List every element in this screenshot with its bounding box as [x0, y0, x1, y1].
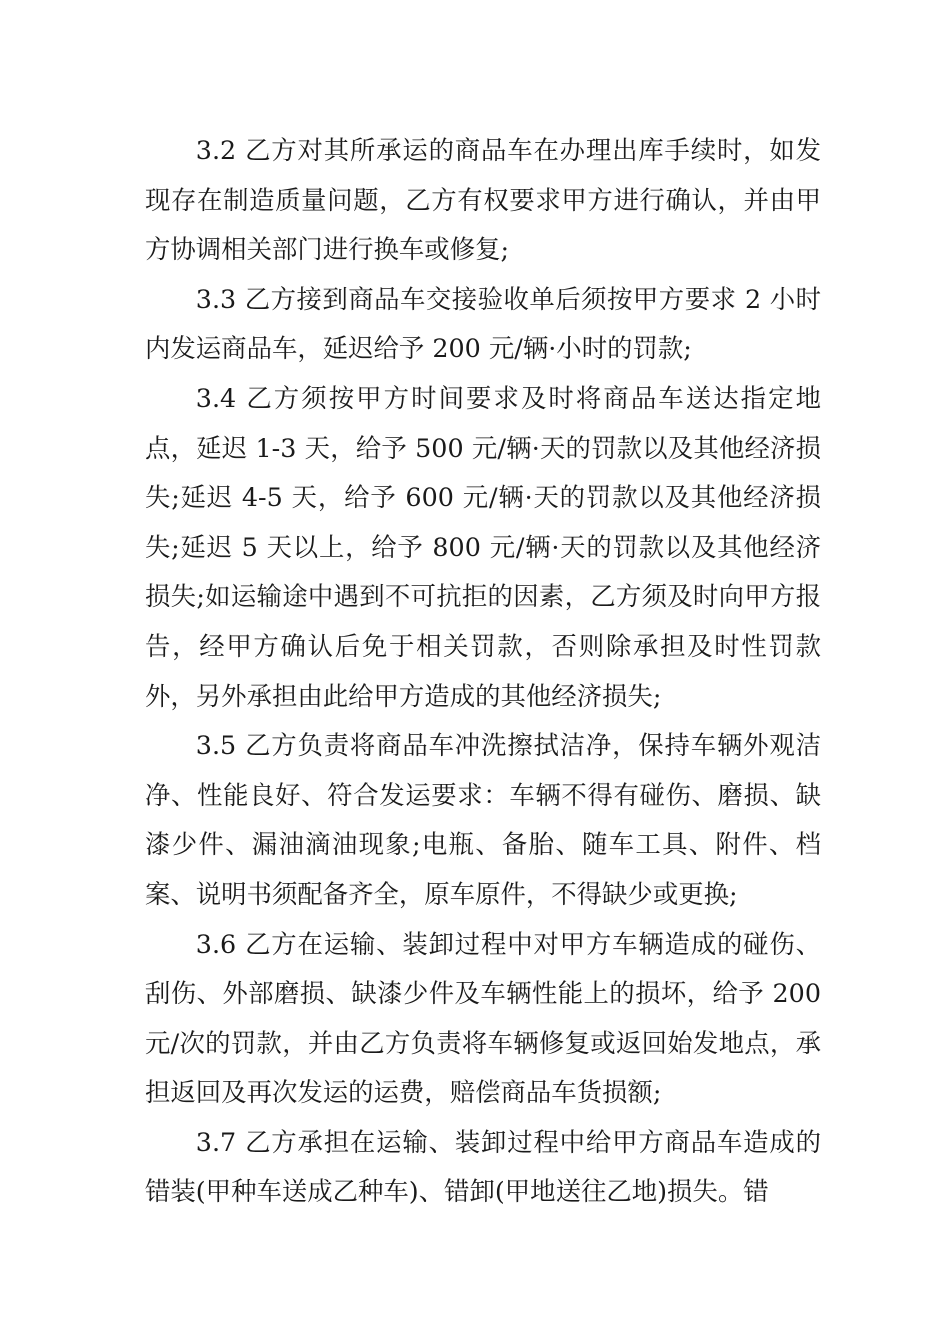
paragraph-3-5: 3.5 乙方负责将商品车冲洗擦拭洁净，保持车辆外观洁净、性能良好、符合发运要求：车辆不得有碰伤、磨损、缺漆少件、漏油滴油现象;电瓶、备胎、随车工具、附件、档案、说明书须配备齐全，原车原件，不得缺少或更换; [145, 730, 821, 909]
paragraph-3-2: 3.2 乙方对其所承运的商品车在办理出库手续时，如发现存在制造质量问题，乙方有权要求甲方进行确认，并由甲方协调相关部门进行换车或修复; [145, 135, 821, 265]
paragraph-3-3: 3.3 乙方接到商品车交接验收单后须按甲方要求 2 小时内发运商品车，延迟给予 200 元/辆·小时的罚款; [145, 283, 821, 364]
document-body [145, 126, 821, 1217]
paragraph-3-4: 3.4 乙方须按甲方时间要求及时将商品车送达指定地点，延迟 1-3 天，给予 500 元/辆·天的罚款以及其他经济损失;延迟 4-5 天，给予 600 元/辆·天的罚款以及其他经济损失;延迟 5 天以上，给予 800 元/辆·天的罚款以及其他经济损失;如运输途中遇到不可抗拒的因素，乙方须及时向甲方报告，经甲方确认后免于相关罚款，否则除承担及时性罚款外，另外承担由此给甲方造成的其他经济损失; [145, 382, 821, 711]
paragraph-3-7: 3.7 乙方承担在运输、装卸过程中给甲方商品车造成的错装(甲种车送成乙种车)、错卸(甲地送往乙地)损失。错 [145, 1126, 821, 1207]
paragraph-3-6: 3.6 乙方在运输、装卸过程中对甲方车辆造成的碰伤、刮伤、外部磨损、缺漆少件及车辆性能上的损坏，给予 200 元/次的罚款，并由乙方负责将车辆修复或返回始发地点，承担返回及再次发运的运费，赔偿商品车货损额; [145, 928, 821, 1108]
